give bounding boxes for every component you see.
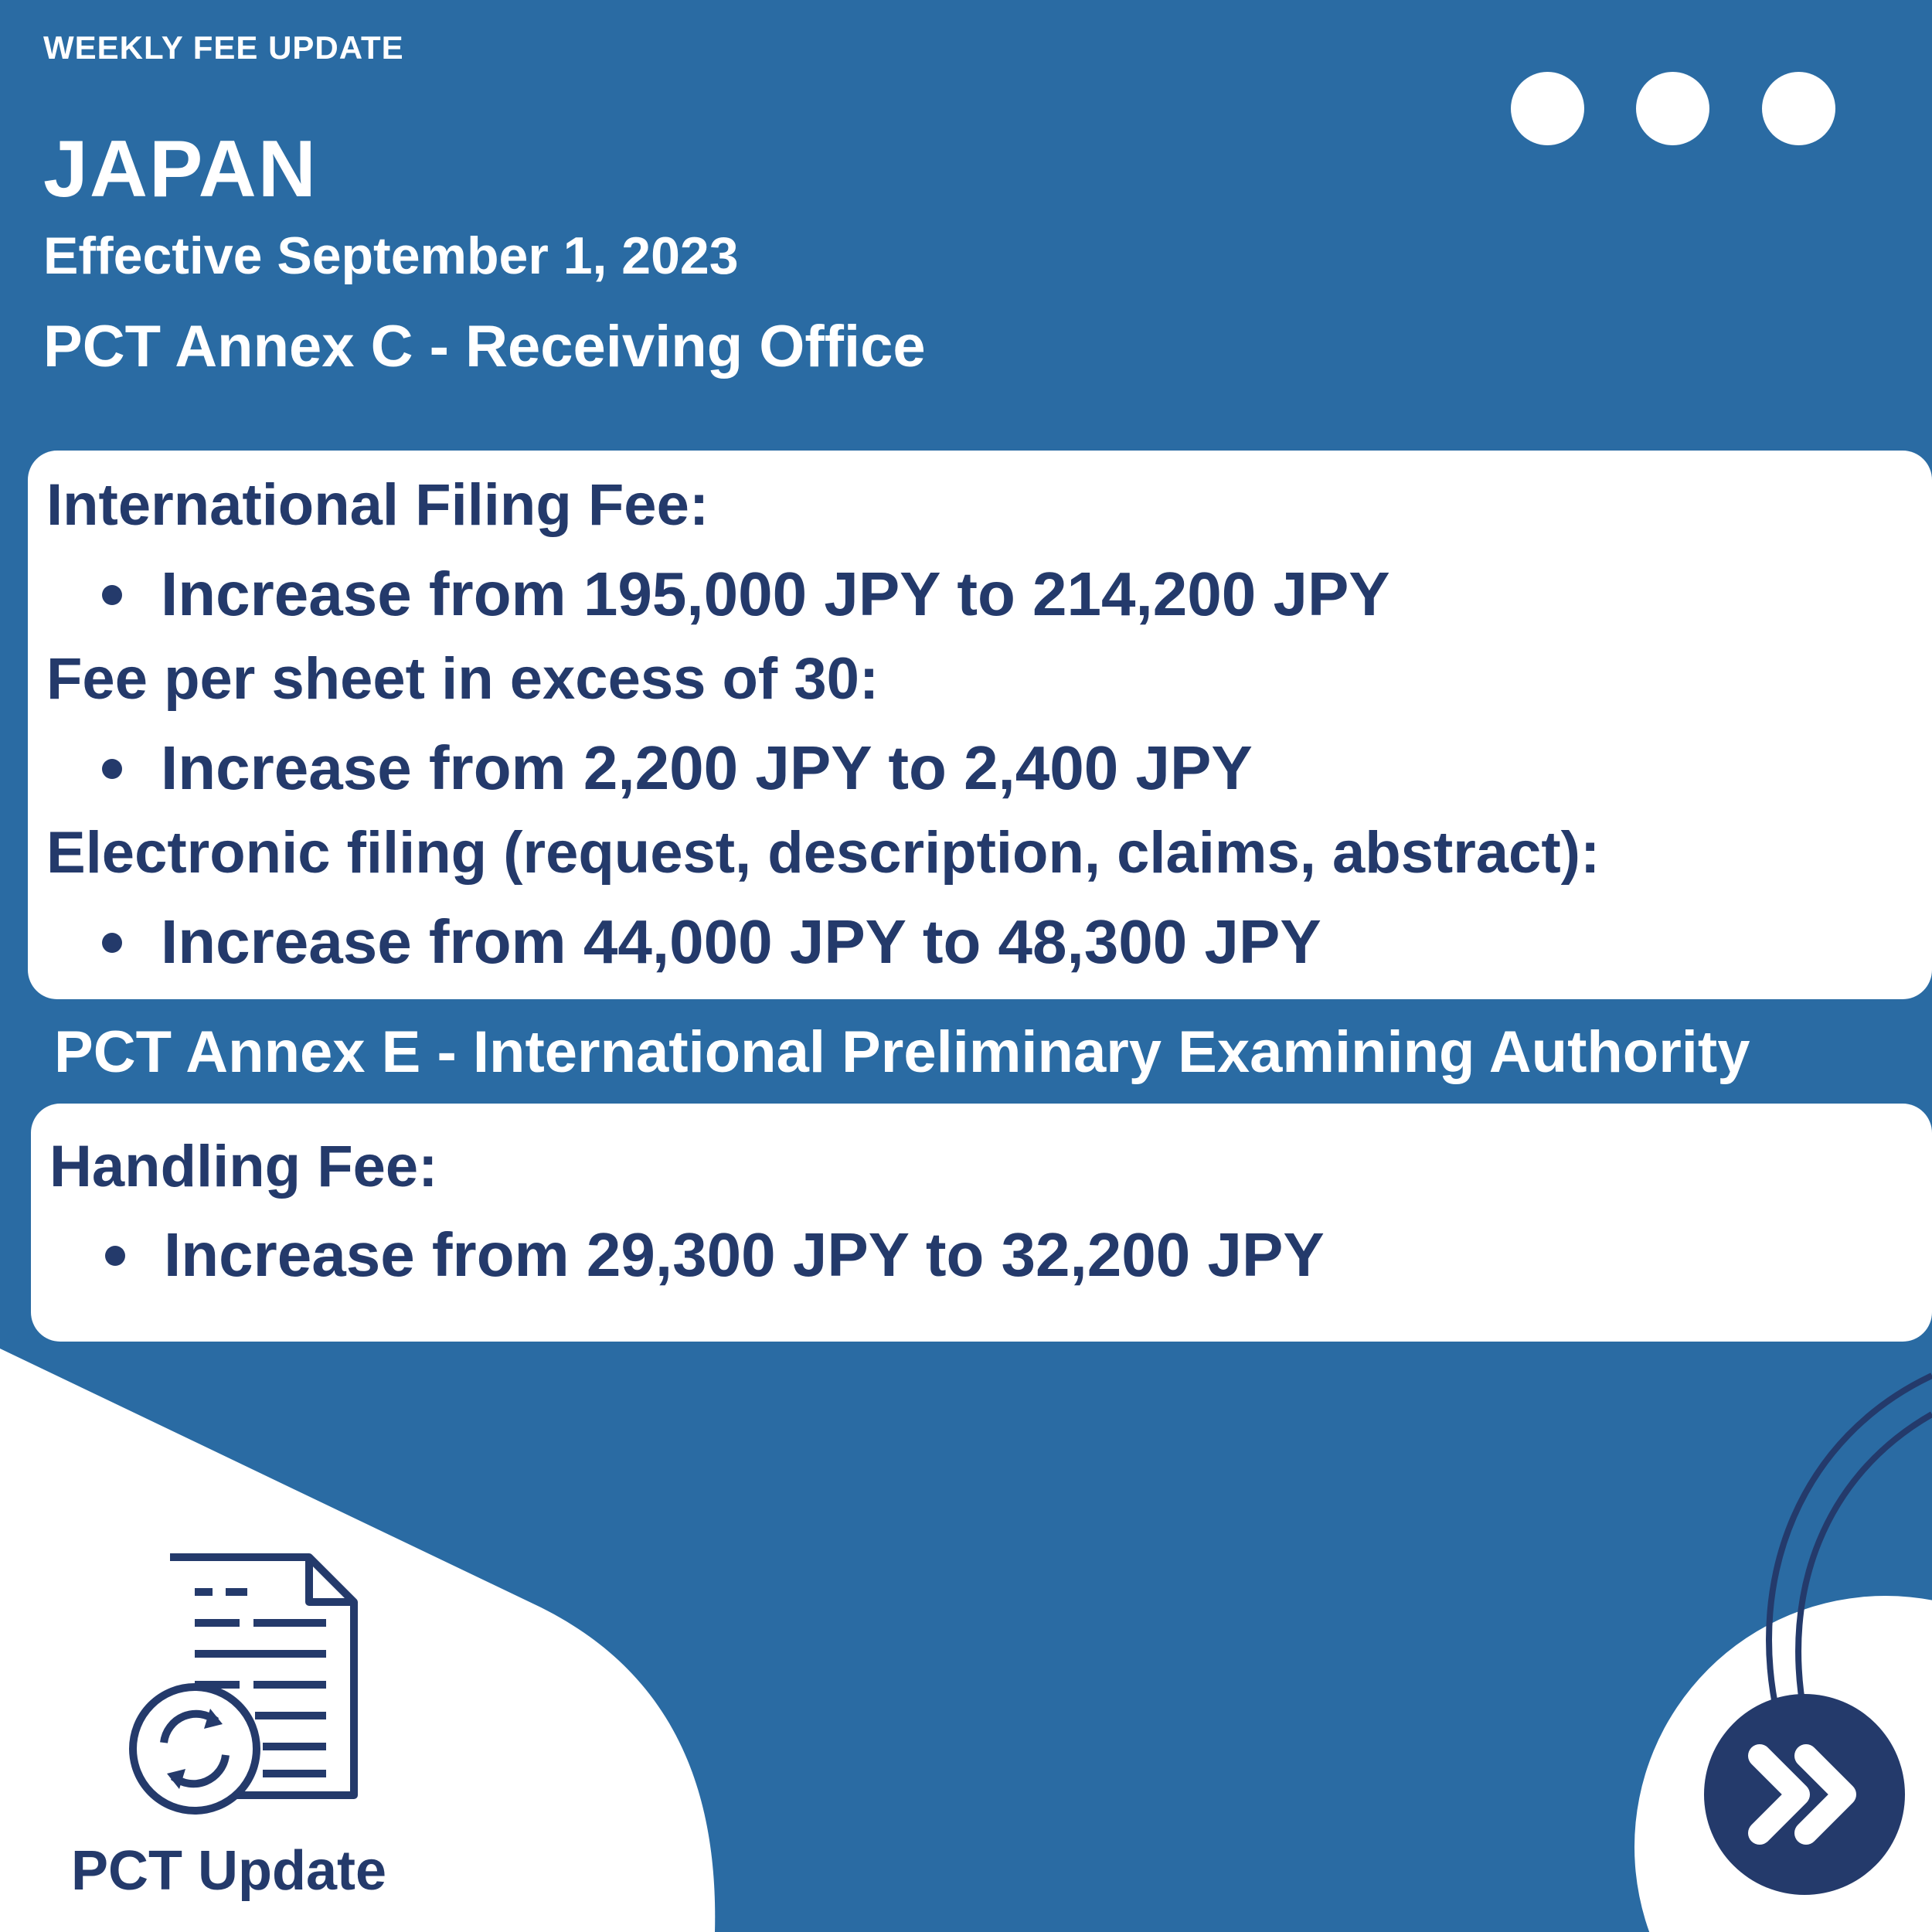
fee-heading: Handling Fee: [49,1134,438,1199]
document-refresh-icon [124,1549,363,1820]
next-button[interactable] [1704,1694,1905,1895]
fee-detail: Increase from 195,000 JPY to 214,200 JPY [161,560,1390,628]
bullet-icon [102,759,122,779]
examining-authority-card [31,1104,1932,1342]
fee-heading: International Filing Fee: [46,472,709,538]
fee-detail-item [102,559,1390,630]
dot-icon [1762,72,1835,145]
receiving-office-card [28,451,1932,999]
dot-icon [1636,72,1709,145]
bullet-icon [102,585,122,605]
fee-detail: Increase from 2,200 JPY to 2,400 JPY [161,733,1253,802]
window-dots [1511,72,1835,145]
kicker-label: WEEKLY FEE UPDATE [43,29,404,66]
annex-e-title: PCT Annex E - International Preliminary Examining Authority [54,1019,1750,1085]
fee-detail-item [102,906,1321,978]
pct-update-label: PCT Update [71,1840,387,1902]
bullet-icon [102,933,122,953]
fee-heading: Fee per sheet in excess of 30: [46,646,879,712]
fee-detail: Increase from 44,000 JPY to 48,300 JPY [161,907,1321,976]
bullet-icon [105,1246,125,1266]
fee-detail-item [105,1219,1325,1291]
fee-heading: Electronic filing (request, description, claims, abstract): [46,820,1600,886]
dot-icon [1511,72,1584,145]
fee-detail-item [102,733,1253,804]
fee-detail: Increase from 29,300 JPY to 32,200 JPY [164,1220,1325,1289]
effective-date: Effective September 1, 2023 [43,226,739,285]
annex-c-title: PCT Annex C - Receiving Office [43,314,926,379]
country-title: JAPAN [43,124,318,214]
